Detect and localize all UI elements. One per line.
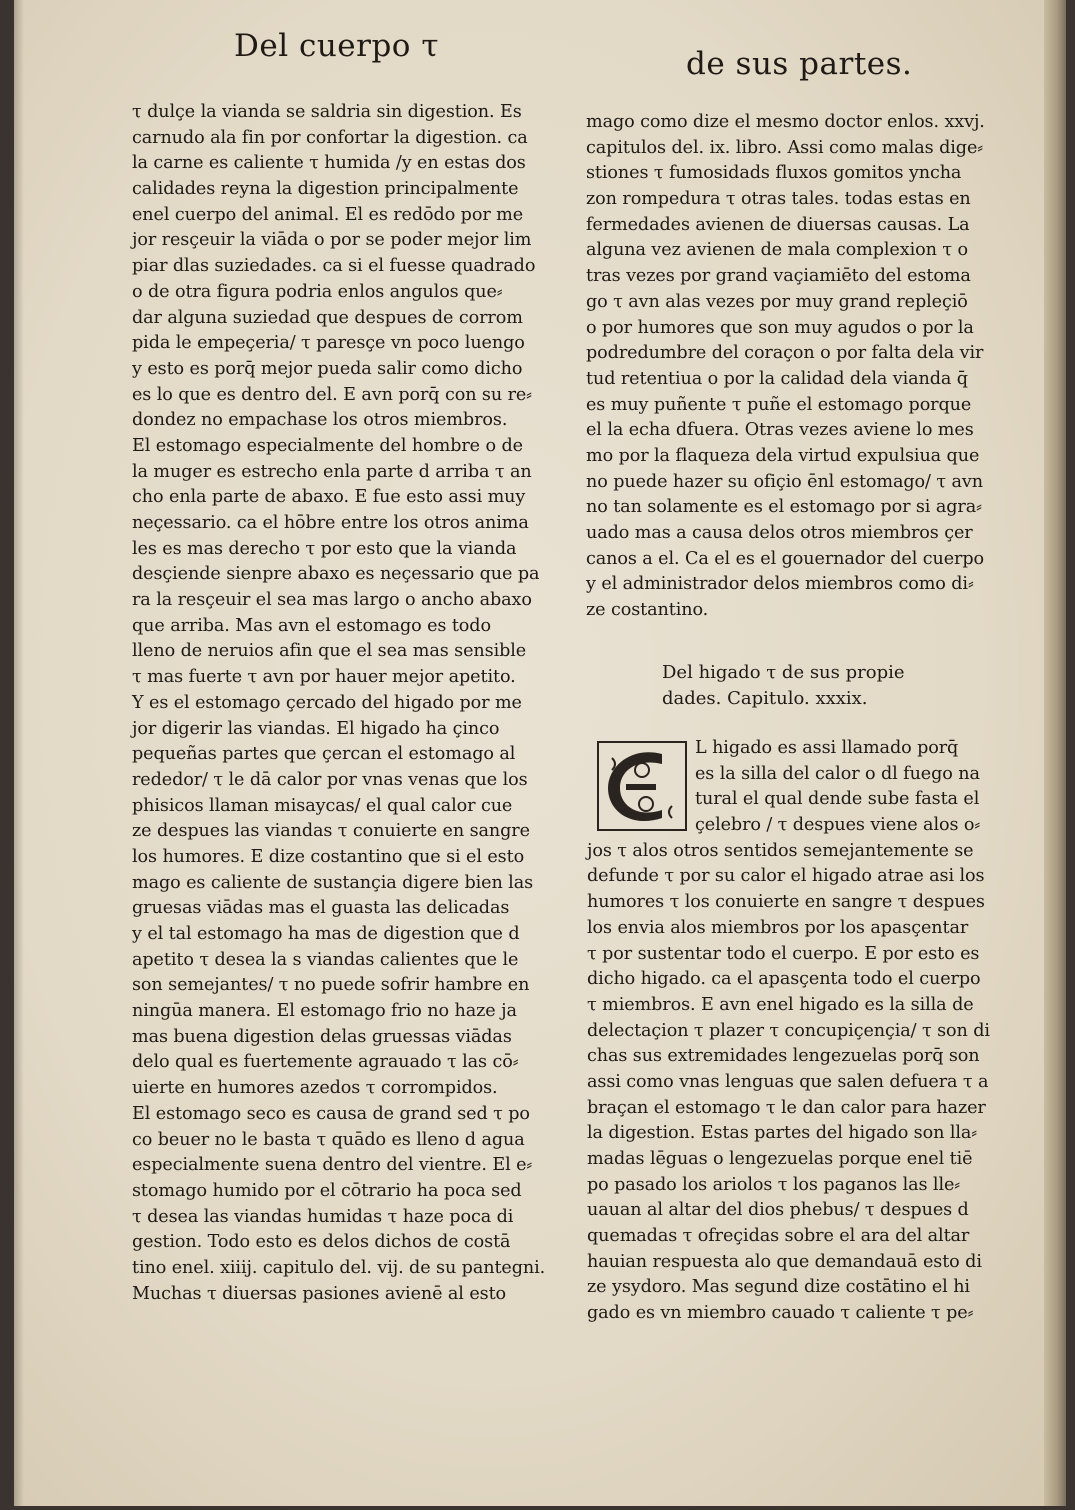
text-line: es la silla del calor o dl fuego na (695, 763, 980, 784)
text-line: braçan el estomago τ le dan calor para hazer (587, 1097, 986, 1118)
left-text-column (132, 100, 546, 1307)
chapter-heading (662, 660, 982, 712)
text-line: Muchas τ diuersas pasiones avienē al esto (132, 1283, 507, 1304)
text-line: co beuer no le basta τ quādo es lleno d agua (132, 1129, 525, 1150)
text-line: assi como vnas lenguas que salen defuera τ a (587, 1071, 989, 1092)
text-line: dondez no empachase los otros miembros. (132, 410, 508, 431)
text-line: Del higado τ de sus propie (662, 662, 905, 683)
text-line: quemadas τ ofreçidas sobre el ara del altar (587, 1226, 970, 1247)
text-line: es lo que es dentro del. E avn porq̄ con su re⸗ (132, 384, 532, 405)
text-line: alguna vez avienen de mala complexion τ o (586, 240, 968, 261)
text-line: es muy puñente τ puñe el estomago porque (586, 394, 972, 415)
text-line: pequeñas partes que çercan el estomago al (132, 744, 516, 765)
text-line: ze ysydoro. Mas segund dize costātino el hi (587, 1277, 970, 1298)
text-line: calidades reyna la digestion principalmente (132, 179, 519, 200)
text-line: mo por la flaqueza dela virtud expulsiua que (586, 445, 980, 466)
text-line: ze costantino. (586, 600, 709, 621)
text-line: jos τ alos otros sentidos semejantemente se (587, 840, 974, 861)
text-line: tino enel. xiiij. capitulo del. vij. de su pantegni. (132, 1257, 546, 1278)
text-line: L higado es assi llamado porq̄ (695, 738, 959, 758)
book-page (14, 0, 1066, 1506)
text-line: dar alguna suziedad que despues de corrom (132, 307, 523, 328)
text-line: enel cuerpo del animal. El es redōdo por me (132, 204, 524, 225)
text-line: capitulos del. ix. libro. Assi como malas dige⸗ (586, 137, 984, 158)
text-line: jor digerir las viandas. El higado ha çinco (132, 718, 500, 739)
text-line: dicho higado. ca el apasçenta todo el cuerpo (587, 969, 981, 990)
text-line: τ miembros. E avn enel higado es la silla de (587, 994, 974, 1015)
text-line: podredumbre del coraçon o por falta dela vir (586, 343, 984, 364)
text-line: çelebro / τ despues viene alos o⸗ (695, 815, 981, 836)
text-line: pida le empeçeria/ τ paresçe vn poco luengo (132, 333, 525, 354)
text-line: y esto es porq̄ mejor pueda salir como dicho (132, 358, 523, 379)
text-line: uado mas a causa delos otros miembros çer (586, 523, 973, 543)
text-line: ze despues las viandas τ conuierte en sangre (132, 821, 530, 842)
text-line: el la echa dfuera. Otras vezes aviene lo mes (586, 420, 974, 441)
text-line: carnudo ala fin por confortar la digestion. ca (132, 127, 528, 148)
text-line: madas lēguas o lengezuelas porque enel tiē (587, 1149, 973, 1169)
text-line: cho enla parte de abaxo. E fue esto assi muy (132, 487, 526, 508)
text-line: gado es vn miembro cauado τ caliente τ pe⸗ (587, 1303, 974, 1324)
text-line: no tan solamente es el estomago por si agra⸗ (586, 497, 982, 518)
text-line: stiones τ fumosidads fluxos gomitos yncha (586, 163, 962, 184)
text-line: desçiende sienpre abaxo es neçessario que pa (132, 564, 540, 585)
text-line: tras vezes por grand vaçiamiēto del estoma (586, 266, 971, 287)
text-line: o por humores que son muy agudos o por la (586, 317, 974, 338)
text-line: la muger es estrecho enla parte d arriba τ an (132, 461, 532, 482)
text-line: chas sus extremidades lengezuelas porq̄ son (587, 1046, 980, 1067)
text-line: El estomago especialmente del hombre o de (132, 435, 523, 456)
text-line: ningūa manera. El estomago frio no haze ja (132, 1001, 517, 1022)
text-line: zon rompedura τ otras tales. todas estas en (586, 189, 971, 210)
text-line: uierte en humores azedos τ corrompidos. (132, 1078, 498, 1099)
text-line: gestion. Todo esto es delos dichos de costā (132, 1232, 511, 1253)
text-line: mago como dize el mesmo doctor enlos. xxvj. (586, 112, 985, 132)
text-line: humores τ los conuierte en sangre τ despues (587, 892, 985, 913)
text-line: piar dlas suziedades. ca si el fuesse quadrado (132, 256, 536, 277)
text-line: que arriba. Mas avn el estomago es todo (132, 615, 491, 636)
text-line: rededor/ τ le dā calor por vnas venas que los (132, 769, 528, 790)
text-line: mago es caliente de sustançia digere bien las (132, 872, 534, 893)
text-line: defunde τ por su calor el higado atrae asi los (587, 866, 985, 887)
text-line: τ dulçe la vianda se saldria sin digestion. Es (132, 102, 522, 122)
text-line: o de otra figura podria enlos angulos que⸗ (132, 281, 503, 302)
running-head-right: de sus partes. (686, 46, 913, 82)
text-line: gruesas viādas mas el guasta las delicadas (132, 898, 510, 919)
text-line: los envia alos miembros por los apasçentar (587, 917, 969, 938)
text-line: go τ avn alas vezes por muy grand repleçiō (586, 291, 968, 312)
text-line: delo qual es fuertemente agrauado τ las cō⸗ (132, 1052, 519, 1073)
page-edge (1044, 0, 1066, 1506)
text-line: los humores. E dize costantino que si el esto (132, 846, 525, 867)
text-line: tud retentiua o por la calidad dela vianda q̄ (586, 368, 968, 389)
text-line: y el tal estomago ha mas de digestion que d (132, 924, 520, 944)
text-line: canos a el. Ca el es el gouernador del cuerpo (586, 548, 984, 569)
text-line: no puede hazer su ofiçio ēnl estomago/ τ avn (586, 471, 983, 492)
text-line: stomago humido por el cōtrario ha poca sed (132, 1180, 522, 1201)
text-line: mas buena digestion delas gruessas viādas (132, 1026, 512, 1047)
text-line: la digestion. Estas partes del higado son lla⸗ (587, 1123, 978, 1144)
text-line: les es mas derecho τ por esto que la vianda (132, 538, 517, 559)
text-line: lleno de neruios afin que el sea mas sensible (132, 641, 527, 662)
text-line: la carne es caliente τ humida /y en estas dos (132, 153, 526, 174)
text-line: dades. Capitulo. xxxix. (662, 688, 868, 709)
right-text-column-top (586, 110, 986, 624)
text-line: jor resçeuir la viāda o por se poder mejor lim (132, 230, 532, 251)
text-line: apetito τ desea la s viandas calientes que le (132, 949, 519, 970)
text-line: fermedades avienen de diuersas causas. La (586, 214, 970, 235)
text-line: tural el qual dende sube fasta el (695, 789, 980, 810)
text-line: hauian respuesta alo que demandauā esto di (587, 1251, 982, 1272)
gutter-shadow (14, 0, 24, 1506)
text-line: po pasado los ariolos τ los paganos las lle⸗ (587, 1174, 961, 1195)
text-line: phisicos llaman misaycas/ el qual calor cue (132, 795, 513, 816)
running-head-left: Del cuerpo τ (234, 28, 439, 64)
text-line: y el administrador delos miembros como di⸗ (586, 574, 974, 595)
text-line: neçessario. ca el hōbre entre los otros anima (132, 513, 529, 533)
text-line: τ por sustentar todo el cuerpo. E por esto es (587, 943, 980, 964)
text-line: uauan al altar del dios phebus/ τ despues d (587, 1200, 969, 1221)
text-line: Y es el estomago çercado del higado por me (132, 692, 522, 713)
text-line: delectaçion τ plazer τ concupiçençia/ τ son di (587, 1020, 990, 1041)
text-line: ra la resçeuir el sea mas largo o ancho abaxo (132, 590, 532, 611)
text-line: especialmente suena dentro del vientre. El e⸗ (132, 1155, 533, 1176)
text-line: son semejantes/ τ no puede sofrir hambre en (132, 975, 530, 996)
right-text-column-bottom (587, 736, 990, 1327)
text-line: τ desea las viandas humidas τ haze poca di (132, 1206, 514, 1227)
text-line: τ mas fuerte τ avn por hauer mejor apetito. (132, 667, 516, 688)
text-line: El estomago seco es causa de grand sed τ po (132, 1103, 530, 1124)
